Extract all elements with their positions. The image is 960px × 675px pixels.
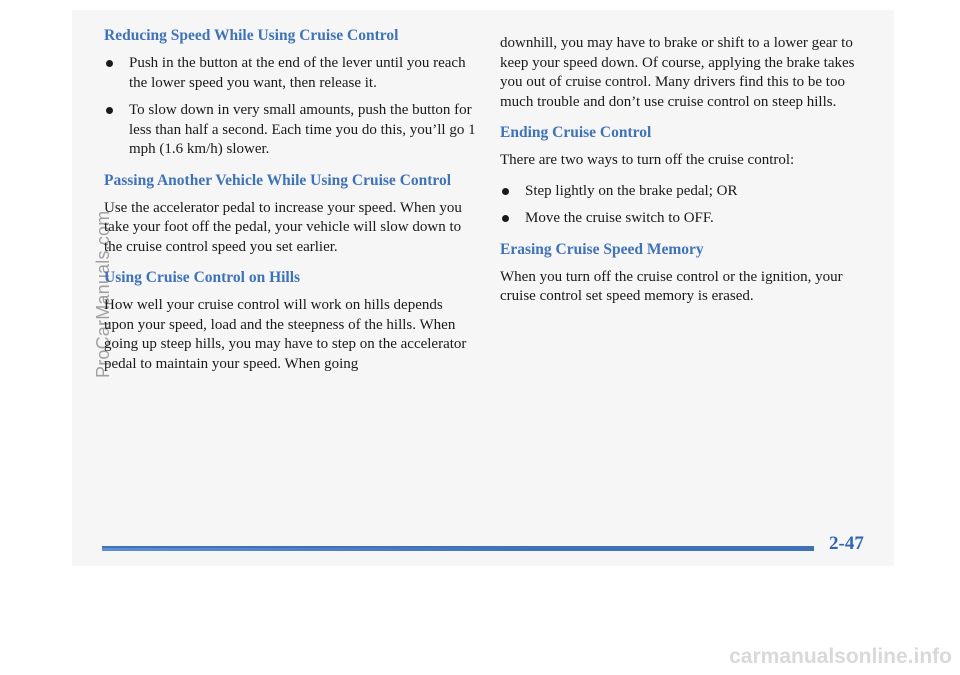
list-item-text: Push in the button at the end of the lever until you reach the lower speed you want, then release it. [129,55,466,91]
heading-erasing-memory: Erasing Cruise Speed Memory [500,240,704,258]
paragraph-ending-intro: There are two ways to turn off the cruise control: [500,152,795,168]
list-item [104,54,476,93]
ending-cruise-list [500,182,880,229]
heading-passing-vehicle: Passing Another Vehicle While Using Cruise Control [104,171,452,189]
bullet-icon [502,188,509,195]
heading-reducing-speed: Reducing Speed While Using Cruise Control [104,27,399,44]
right-column [500,34,880,318]
watermark-text: ProCarManuals.com [93,210,113,378]
list-item-text: To slow down in very small amounts, push the button for less than half a second. Each time you do this, you’ll go 1 mph (1.6 km/h) slower. [129,102,476,157]
list-item [500,182,880,202]
paragraph-erasing-memory: When you turn off the cruise control or the ignition, your cruise control set speed memory is erased. [500,268,843,304]
footer-rule-thick [102,548,814,551]
list-item-text: Step lightly on the brake pedal; OR [525,182,738,199]
paragraph-cruise-on-hills: How well your cruise control will work on hills depends upon your speed, load and the steepness of the hills. When going up steep hills, you may have to step on the accelerator pedal to maintain your speed. When going [104,297,467,372]
paragraph-passing-vehicle: Use the accelerator pedal to increase your speed. When you take your foot off the pedal, your vehicle will slow down to the cruise control speed you set earlier. [104,199,462,255]
bullet-icon [502,215,509,222]
bullet-icon [106,107,113,114]
site-footer-watermark: carmanualsonline.info [729,645,952,668]
paragraph-downhill-continuation: downhill, you may have to brake or shift to a lower gear to keep your speed down. Of course, applying the brake takes you out of cruise control. Many drivers find this to be too much trouble and don’t use cruise control on steep hills. [500,35,855,110]
list-item-text: Move the cruise switch to OFF. [525,210,714,226]
heading-ending-cruise: Ending Cruise Control [500,124,652,141]
list-item [104,101,476,160]
reducing-speed-list [104,54,476,160]
list-item [500,209,880,229]
bullet-icon [106,60,113,67]
heading-cruise-on-hills: Using Cruise Control on Hills [104,269,301,286]
left-column [104,26,476,385]
page-number: 2-47 [829,533,864,554]
